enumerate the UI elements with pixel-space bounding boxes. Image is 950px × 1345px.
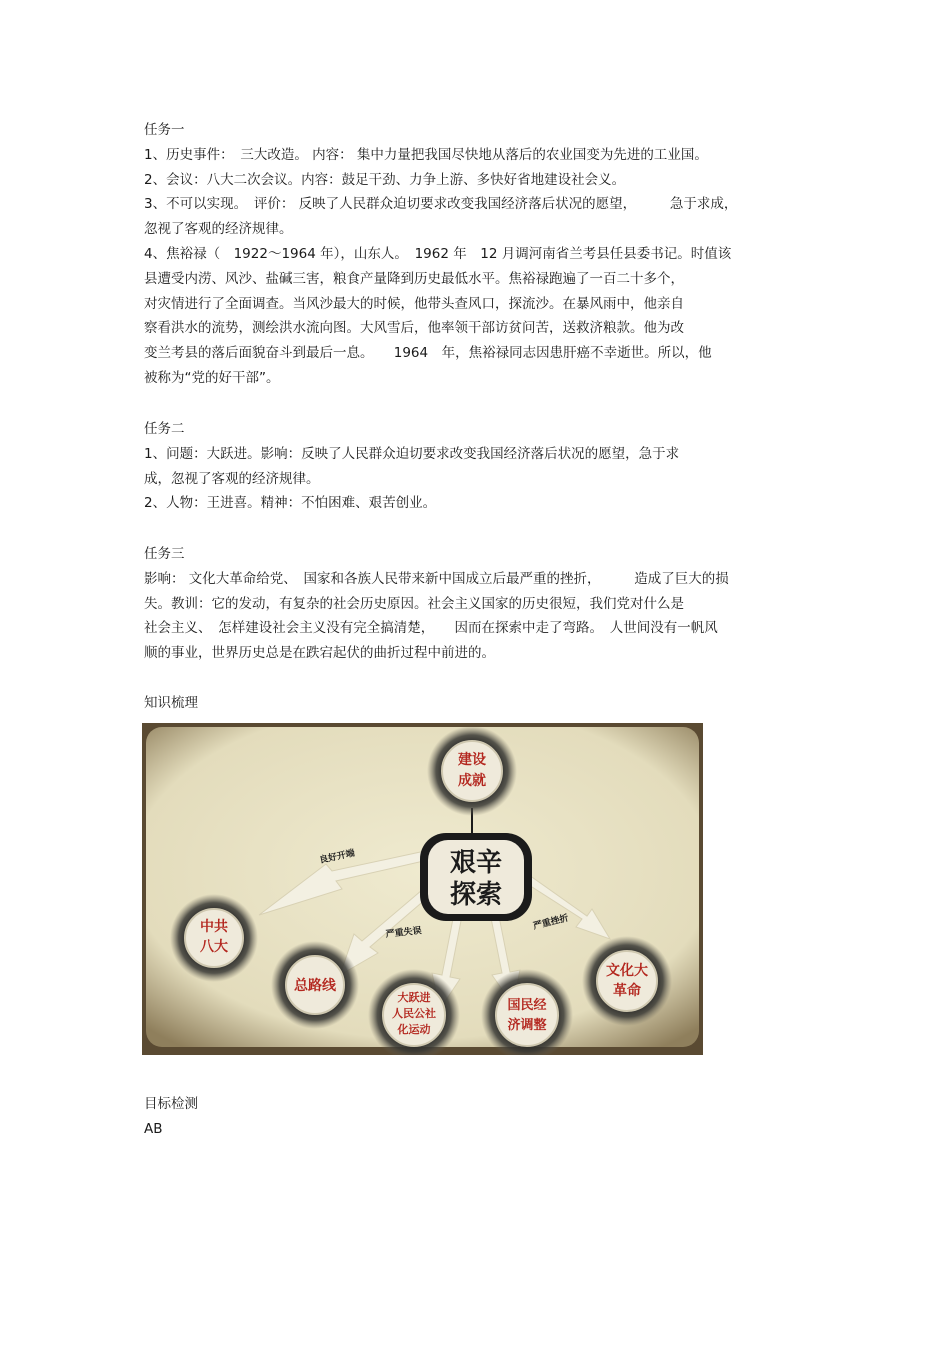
task3-line: 顺的事业，世界历史总是在跌宕起伏的曲折过程中前进的。 [144, 645, 495, 662]
arrow-label-1: 良好开端 [318, 848, 356, 866]
task1-section [144, 118, 804, 391]
task1-line: 2、会议：八大二次会议。内容：鼓足干劲、力争上游、多快好省地建设社会义。 [144, 171, 626, 188]
node-text-line: 总路线 [294, 978, 336, 994]
task2-line: 成，忽视了客观的经济规律。 [144, 470, 320, 487]
node-jianshe [427, 726, 517, 816]
task1-line: 1、历史事件： 三大改造。 内容： 集中力量把我国尽快地从落后的农业国变为先进的工业国。 [144, 146, 708, 163]
task3-section [144, 542, 804, 666]
target-section [144, 1092, 804, 1142]
task3-line: 社会主义、 怎样建设社会主义没有完全搞清楚， 因而在探索中走了弯路。 人世间没有一帆风 [144, 620, 718, 637]
node-text-line: 建设 [458, 752, 486, 768]
node-text-line: 中共 [200, 919, 228, 935]
task3-heading: 任务三 [144, 546, 185, 562]
node-text-line: 化运动 [397, 1023, 431, 1036]
arrow-label-2: 严重失误 [385, 926, 423, 940]
node-text-line: 人民公社 [392, 1007, 436, 1020]
target-answer: AB [144, 1120, 163, 1137]
task1-line: 察看洪水的流势，测绘洪水流向图。大风雪后，他率领干部访贫问苦，送救济粮款。他为改 [144, 320, 684, 337]
center-text-line: 探索 [449, 880, 503, 910]
node-text-line: 国民经 [507, 998, 547, 1013]
task1-heading: 任务一 [144, 122, 185, 138]
task2-heading: 任务二 [144, 421, 185, 437]
task1-line: 被称为“党的好干部”。 [144, 369, 280, 386]
task1-line: 对灾情进行了全面调查。当风沙最大的时候，他带头查风口，探流沙。在暴风雨中，他亲自 [144, 295, 684, 312]
node-text-line: 济调整 [507, 1018, 547, 1033]
arrow-label-3: 严重挫折 [532, 913, 570, 932]
task1-line: 变兰考县的落后面貌奋斗到最后一息。 1964 年，焦裕禄同志因患肝癌不幸逝世。所以，他 [144, 345, 712, 362]
node-text-line: 成就 [458, 773, 486, 789]
node-wenge [582, 936, 672, 1026]
task2-line: 1、问题：大跃进。影响：反映了人民群众迫切要求改变我国经济落后状况的愿望，急于求 [144, 445, 680, 462]
diagram-svg [142, 723, 703, 1055]
node-text-line: 八大 [200, 939, 228, 955]
task1-line: 3、不可以实现。 评价： 反映了人民群众迫切要求改变我国经济落后状况的愿望， 急于求成， [144, 196, 738, 213]
center-node [420, 833, 532, 921]
target-heading: 目标检测 [144, 1096, 198, 1112]
task1-line: 4、焦裕禄（ 1922～1964 年），山东人。 1962 年 12 月调河南省兰考县任县委书记。时值该 [144, 245, 732, 262]
task1-line: 县遭受内涝、风沙、盐碱三害，粮食产量降到历史最低水平。焦裕禄跑遍了一百二十多个， [144, 270, 684, 287]
task1-line: 忽视了客观的经济规律。 [144, 221, 293, 238]
knowledge-heading: 知识梳理 [144, 695, 198, 711]
task2-line: 2、人物：王进喜。精神：不怕困难、艰苦创业。 [144, 495, 437, 512]
node-text-line: 大跃进 [397, 991, 431, 1004]
center-text-line: 艰辛 [449, 848, 503, 878]
node-zongluxian [271, 941, 359, 1029]
task3-line: 失。教训：它的发动，有复杂的社会历史原因。社会主义国家的历史很短，我们党对什么是 [144, 595, 684, 612]
node-zhonggong-bada [170, 894, 258, 982]
node-text-line: 文化大 [606, 963, 648, 979]
task3-line: 影响： 文化大革命给党、 国家和各族人民带来新中国成立后最严重的挫折， 造成了巨大的损 [144, 570, 729, 587]
knowledge-diagram [142, 723, 703, 1055]
node-text-line: 革命 [613, 983, 641, 999]
task2-section [144, 417, 804, 516]
